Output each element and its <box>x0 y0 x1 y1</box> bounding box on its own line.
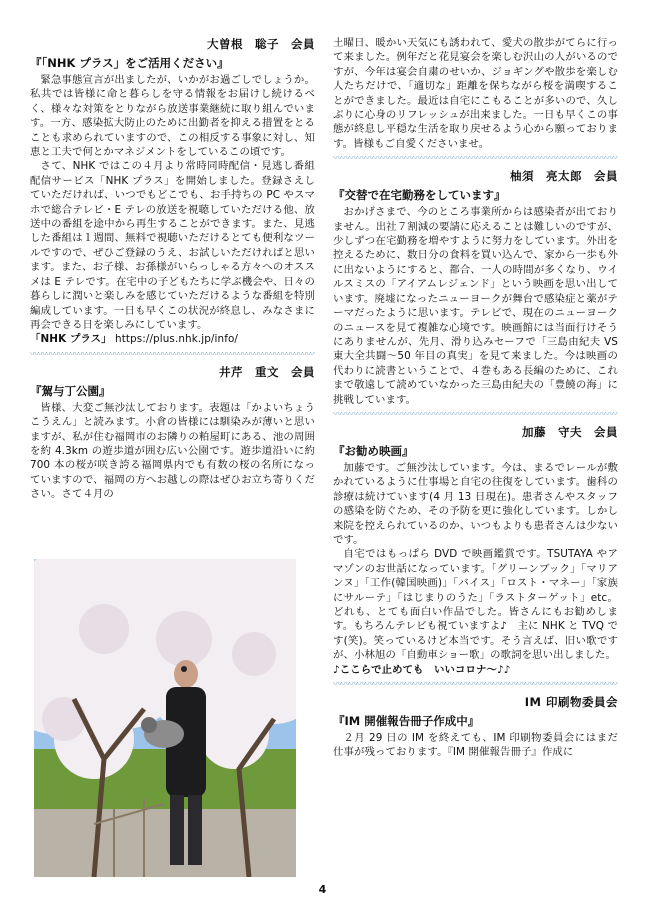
divider <box>30 350 315 360</box>
paragraph: さて、NHK ではこの４月より常時同時配信・見逃し番組配信サービス「NHK プラス」を開始しました。登録さえしていただければ、いつでもどこでも、お手持ちの PC やスマホで総合テレビ・E テレの放送を視聴していただける他、放送中の番組を途中から再生することができます。また、見逃した番組は１週間、無料で視聴いただけるとても便利なツールですので、ぜひご登録のうえ、お試しいただければと思います。また、お子様、お孫様がいらっしゃる方々へのオススメは E テレです。在宅中の子どもたちに学ぶ機会や、日々の暮らしに潤いと楽しみを感じていただけるような番組を特別編成しています。一日も早くこの状況が終息し、みなさまに再会できる日を楽しみにしています。 <box>30 160 315 331</box>
divider <box>333 410 618 420</box>
author-osone: 大曽根 聡子 会員 <box>207 37 315 51</box>
author-kato: 加藤 守夫 会員 <box>522 424 618 439</box>
url-link[interactable]: https://plus.nhk.jp/info/ <box>115 333 239 346</box>
song-lyric-line: ♪ここらで止めても いいコロナ～♪♪ <box>333 663 511 676</box>
divider <box>333 154 618 164</box>
url-label: 「NHK プラス」 <box>30 333 112 346</box>
article-title-kayoicho-park: 『駕与丁公園』 <box>30 383 111 398</box>
article-title-nhk-plus: 『「NHK プラス」をご活用ください』 <box>30 56 229 70</box>
left-column <box>30 36 315 502</box>
paragraph: 自宅ではもっぱら DVD で映画鑑賞です。TSUTAYA やアマゾンのお世話になっています。「グリーンブック」「マリアンヌ」「工作(韓国映画)」「バイス」「ロスト・マネー」「家族にサルーテ」「はじまりのうた」「ラストターゲット」etc。どれも、とても面白い作品でした。皆さんにもお勧めします。もちろんテレビも視ていますよ♪ 主に NHK と TVQ です(笑)。笑っているけど本当です。そう言えば、旧い歌ですが、小林旭の「自動車ショー歌」の歌詞を思い出しました。 <box>333 548 618 662</box>
article-title-remote-work: 『交替で在宅勤務をしています』 <box>333 188 506 203</box>
nhk-plus-url-line <box>30 332 315 346</box>
author-yusu: 柚須 亮太郎 会員 <box>510 169 618 184</box>
divider <box>333 680 618 690</box>
paragraph: 緊急事態宣言が出ましたが、いかがお過ごしでしょうか。私共では皆様に命と暮らしを守る情報をお届けし続けるべく、様々な対策をとりながら放送事業継続に取り組んでいます。一方、感染拡大防止のために出勤者を抑える措置をとることも求められていますので、この相反する事象に対し、知恵と工夫で何とかマネジメントをしているこの頃です。 <box>30 74 315 159</box>
paragraph: ２月 29 日の IM を終えても、IM 印刷物委員会にはまだ仕事が残っております。『IM 開催報告冊子』作成に <box>333 732 618 759</box>
article-title-recommended-movies: 『お勧め映画』 <box>333 443 414 458</box>
page-number: 4 <box>318 883 327 896</box>
author-im-committee: IM 印刷物委員会 <box>524 695 618 710</box>
paragraph-continued: 土曜日、暖かい天気にも誘われて、愛犬の散歩がてらに行って来ました。例年だと花見宴会を楽しむ沢山の人がいるのですが、今年は宴会自粛のせいか、ジョギングや散歩を楽しむ人たちだけで、「適切な」距離を保ちながら桜を満喫することができました。最近は自宅にこもることが多いので、久しぶりに心身のリフレッシュが出来ました。一日も早くこの事態が終息し平穏な生活を取り戻せるよう心から願っております。皆様もご自愛くださいませ。 <box>333 37 618 150</box>
article-title-im-report: 『IM 開催報告冊子作成中』 <box>333 714 480 729</box>
paragraph: おかげさまで、今のところ事業所からは感染者が出ておりません。出社７割減の要請に応えることは難しいのですが、少しずつ在宅勤務を増やすように努力をしています。外出を控えるために、数日分の食料を買い込んで、家から一歩も外に出ないようにすると、都合、一人の時間が多くなり、ウイルスミスの「アイアムレジェンド」という映画を思い出しています。廃墟になったニューヨークが舞台で感染症と薬がテーマだったように思います。テレビで、現在のニューヨークのニュースを見て複雑な心境です。映画館には当面行けそうにありませんが、先月、滑り込みセーフで「三島由紀夫 VS 東大全共闘～50 年目の真実」を見て来ました。今は映画の代わりに読書ということで、４巻もある長編のために、これまで敬遠して読めていなかった三島由紀夫の「豊饒の海」に挑戦しています。 <box>333 206 618 406</box>
right-column <box>333 36 618 760</box>
paragraph: 加藤です。ご無沙汰しています。今は、まるでレールが敷かれているように仕事場と自宅の往復をしています。歯科の診療は続けています(4 月 13 日現在)。患者さんやスタッフの感染を防ぐため、その予防を更に強化しています。しかし来院を控えられているのか、いつもよりも患者さんは少ないです。 <box>333 461 618 546</box>
cherry-blossom-photo <box>34 559 296 877</box>
cherry-blossom-photo-icon <box>34 559 296 877</box>
paragraph: 皆様、大変ご無沙汰しております。表題は「かよいちょうこうえん」と読みます。小倉の皆様には馴染みが薄いと思いますが、私が住む福岡市のお隣りの粕屋町にある、池の周囲を約 4.3km の遊歩道が囲む広い公園です。遊歩道沿いに約 700 本の桜が咲き誇る福岡県内でも有数の桜の名所になっていますので、福岡の方へお越しの際はぜひお立ち寄りください。さて４月の <box>30 401 315 501</box>
author-iseri: 井芹 重文 会員 <box>219 364 315 379</box>
